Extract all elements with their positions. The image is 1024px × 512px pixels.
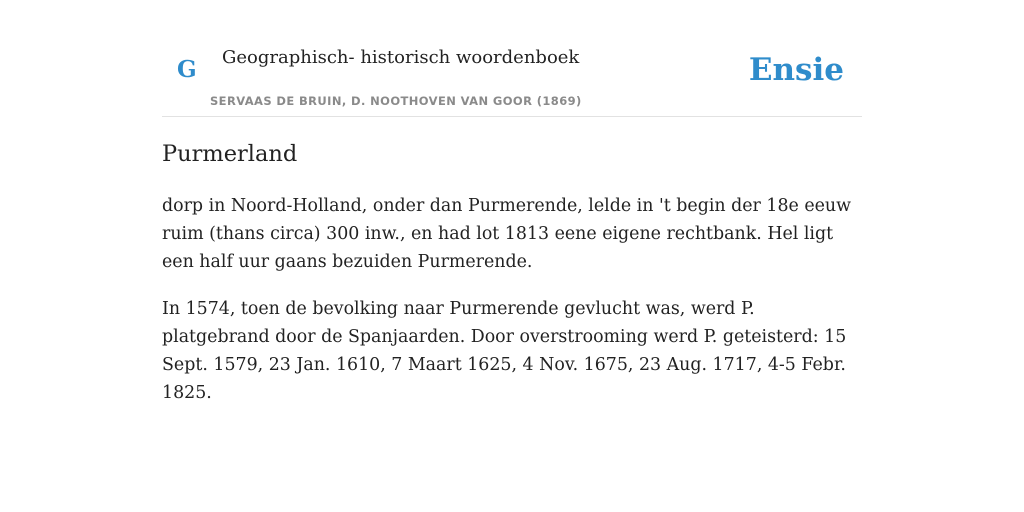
entry-paragraph: In 1574, toen de bevolking naar Purmerende gevlucht was, werd P. platgebrand door de Spanjaarden. Door overstrooming werd P. geteisterd: 15 Sept. 1579, 23 Jan. 1610, 7 Maart 1625, 4 Nov. 1675, 23 Aug. 1717, 4-5 Febr. 1825. — [162, 299, 847, 403]
book-title-link[interactable]: Geographisch- historisch woordenboek — [222, 47, 580, 68]
entry-content — [162, 192, 862, 426]
book-letter-icon[interactable]: G — [177, 56, 197, 83]
book-author: SERVAAS DE BRUIN, D. NOOTHOVEN VAN GOOR (1869) — [210, 94, 582, 108]
ensie-logo[interactable]: Ensie — [748, 52, 844, 88]
entry-paragraph: dorp in Noord-Holland, onder dan Purmerende, lelde in 't begin der 18e eeuw ruim (thans circa) 300 inw., en had lot 1813 eene eigene rechtbank. Hel ligt een half uur gaans bezuiden Purmerende. — [162, 196, 851, 272]
entry-title: Purmerland — [162, 141, 298, 167]
book-header — [162, 40, 862, 117]
